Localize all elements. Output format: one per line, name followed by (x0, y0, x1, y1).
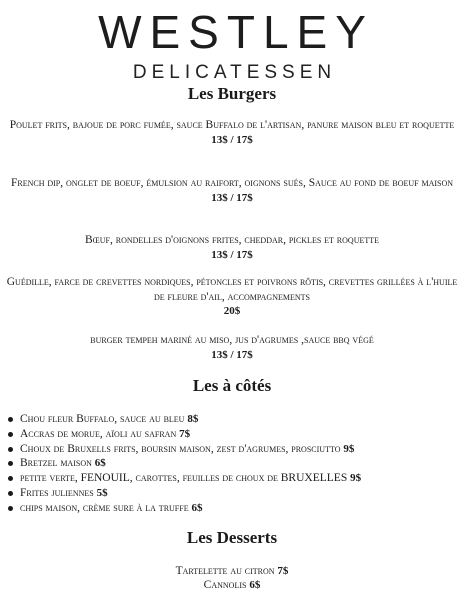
side-label: petite verte, FENOUIL, carottes, feuilles de choux de BRUXELLES (20, 472, 351, 485)
bullet-icon (8, 491, 13, 496)
side-price: 9$ (343, 442, 355, 455)
side-price: 7$ (179, 427, 191, 440)
side-label: Choux de Bruxells frits, boursin maison, zest d'agrumes, prosciutto (20, 442, 344, 455)
burger-item (4, 333, 460, 362)
bullet-icon (8, 506, 13, 511)
burger-price: 13$ / 17$ (211, 133, 253, 146)
burgers-title: Les Burgers (187, 84, 277, 103)
side-price: 6$ (191, 501, 203, 514)
sides-list (6, 412, 458, 516)
list-item (6, 471, 458, 486)
side-label: chips maison, crème sure à la truffe (20, 501, 192, 514)
side-price: 6$ (94, 457, 106, 470)
burger-price: 20$ (223, 305, 241, 317)
burger-desc: Poulet frits, bajoue de porc fumée, sauce Buffalo de l'artisan, panure maison bleu et roquette (9, 119, 455, 131)
burger-desc: Guédille, farce de crevettes nordiques, pétoncles et poivrons rôtis, crevettes grillées à l'huile de fleure d'ail, accompagnements (6, 276, 458, 303)
list-item (6, 412, 458, 427)
bullet-icon (8, 432, 13, 437)
burger-desc: French dip, onglet de boeuf, émulsion au raifort, oignons sués, Sauce au fond de boeuf maison (10, 177, 454, 189)
burger-price: 13$ / 17$ (211, 348, 253, 361)
dessert-item (0, 564, 464, 578)
bullet-icon (8, 417, 13, 422)
bullet-icon (8, 476, 13, 481)
burger-item (4, 176, 460, 205)
list-item (6, 486, 458, 501)
burger-desc: Bœuf, rondelles d'oignons frites, cheddar, pickles et roquette (84, 234, 380, 246)
side-label: Bretzel maison (20, 457, 95, 470)
list-item (6, 501, 458, 516)
side-label: Accras de morue, aïoli au safran (20, 427, 180, 440)
burger-item (4, 118, 460, 147)
side-label: Frites juliennes (20, 486, 97, 499)
burger-item (4, 233, 460, 262)
side-label: Chou fleur Buffalo, sauce au bleu (20, 413, 188, 425)
list-item (6, 456, 458, 471)
desserts-title: Les Desserts (186, 528, 278, 547)
side-price: 8$ (187, 413, 199, 425)
brand-subtitle: DELICATESSEN (132, 62, 337, 83)
side-price: 5$ (96, 486, 108, 499)
dessert-label: Tartelette au citron (175, 565, 278, 577)
list-item (6, 427, 458, 442)
burger-desc: burger tempeh mariné au miso, jus d'agrumes ,sauce bbq végé (90, 334, 374, 346)
burger-item (4, 275, 460, 319)
dessert-label: Cannolis (203, 579, 250, 591)
brand-logo: WESTLEY (98, 6, 374, 58)
burger-price: 13$ / 17$ (211, 191, 253, 204)
list-item (6, 442, 458, 457)
bullet-icon (8, 447, 13, 452)
dessert-item (0, 578, 464, 592)
dessert-price: 7$ (277, 565, 289, 577)
side-price: 9$ (350, 472, 362, 485)
dessert-price: 6$ (249, 579, 261, 591)
sides-title: Les à côtés (192, 376, 272, 395)
bullet-icon (8, 461, 13, 466)
burger-price: 13$ / 17$ (211, 248, 253, 261)
